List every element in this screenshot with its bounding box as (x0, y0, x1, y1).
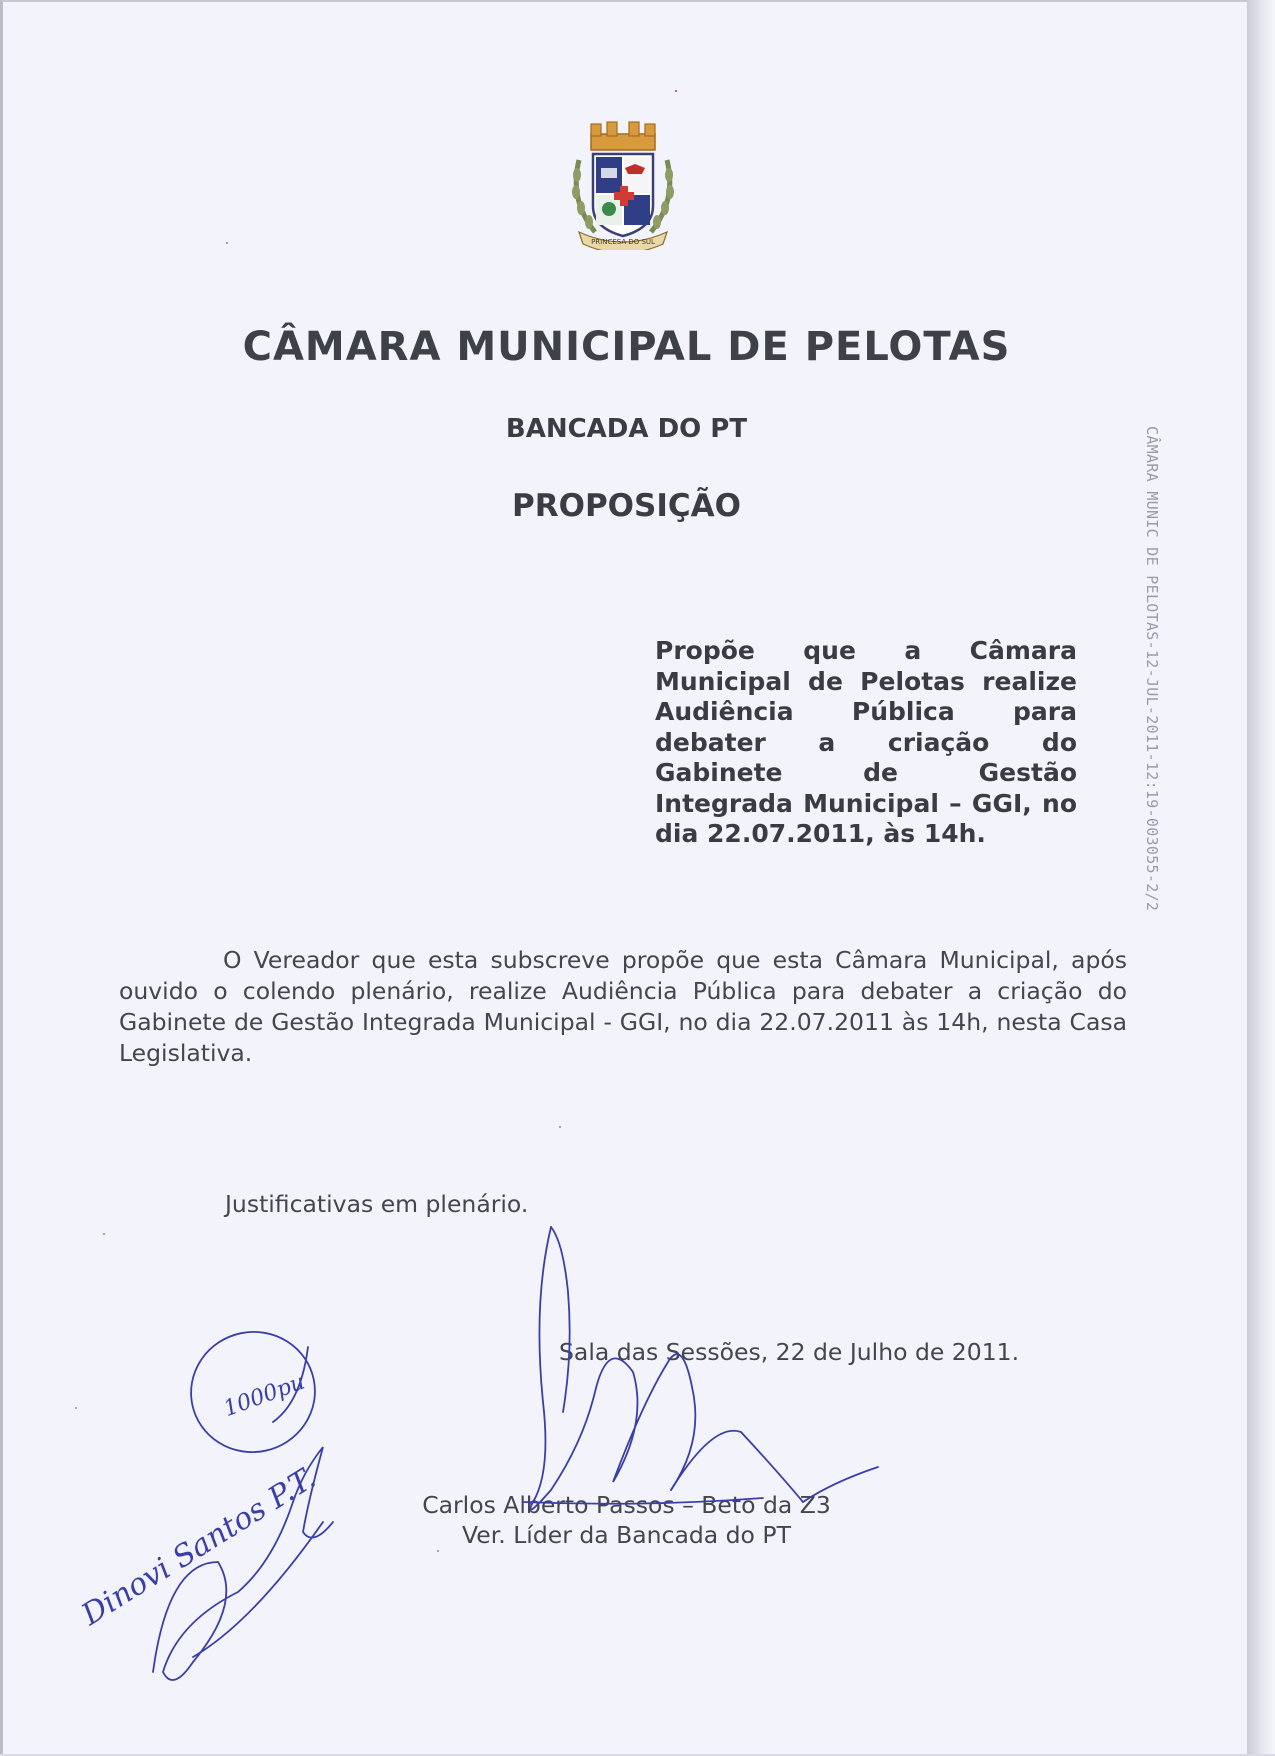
side-signature (75, 1447, 333, 1680)
circled-initials (180, 1320, 326, 1463)
scan-speck (75, 1407, 77, 1409)
crest-motto: PRINCESA DO SUL (591, 238, 655, 246)
body-paragraph: O Vereador que esta subscreve propõe que esta Câmara Municipal, após ouvido o colendo plenário, realize Audiência Pública para debater a criação do Gabinete de Gestão Integrada Municipal - GGI, no dia 22.07.2011 às 14h, nesta Casa Legislativa. (119, 946, 1127, 1067)
signer-role: Ver. Líder da Bancada do PT (462, 1521, 791, 1549)
scan-speck (226, 242, 228, 244)
protocol-stamp-text: CÂMARA MUNIC DE PELOTAS-12-JUL-2011-12:19-003055-2/2 (1143, 426, 1161, 912)
justification-line: Justificativas em plenário. (225, 1190, 529, 1218)
caucus-subtitle: BANCADA DO PT (505, 414, 748, 444)
institution-title: CÂMARA MUNICIPAL DE PELOTAS (242, 324, 1011, 370)
protocol-stamp (1131, 426, 1161, 912)
ementa-summary: Propõe que a Câmara Municipal de Pelotas realize Audiência Pública para debater a criação do Gabinete de Gestão Integrada Municipal – GGI, no dia 22.07.2011, às 14h. (655, 636, 1077, 848)
scan-speck (103, 1233, 105, 1235)
scan-edge (1247, 0, 1275, 1754)
scan-speck (559, 1126, 561, 1128)
document-type-heading: PROPOSIÇÃO (512, 488, 741, 524)
initials-note: 1000pu (220, 1369, 309, 1422)
city-crest-icon (565, 120, 681, 250)
scan-speck (437, 1550, 439, 1552)
scan-speck (675, 90, 677, 92)
side-signature-text: Dinovi Santos P.T. (75, 1460, 323, 1633)
place-date-line: Sala das Sessões, 22 de Julho de 2011. (559, 1338, 1020, 1366)
signer-name: Carlos Alberto Passos – Beto da Z3 (422, 1491, 831, 1519)
main-signature (523, 1227, 878, 1510)
